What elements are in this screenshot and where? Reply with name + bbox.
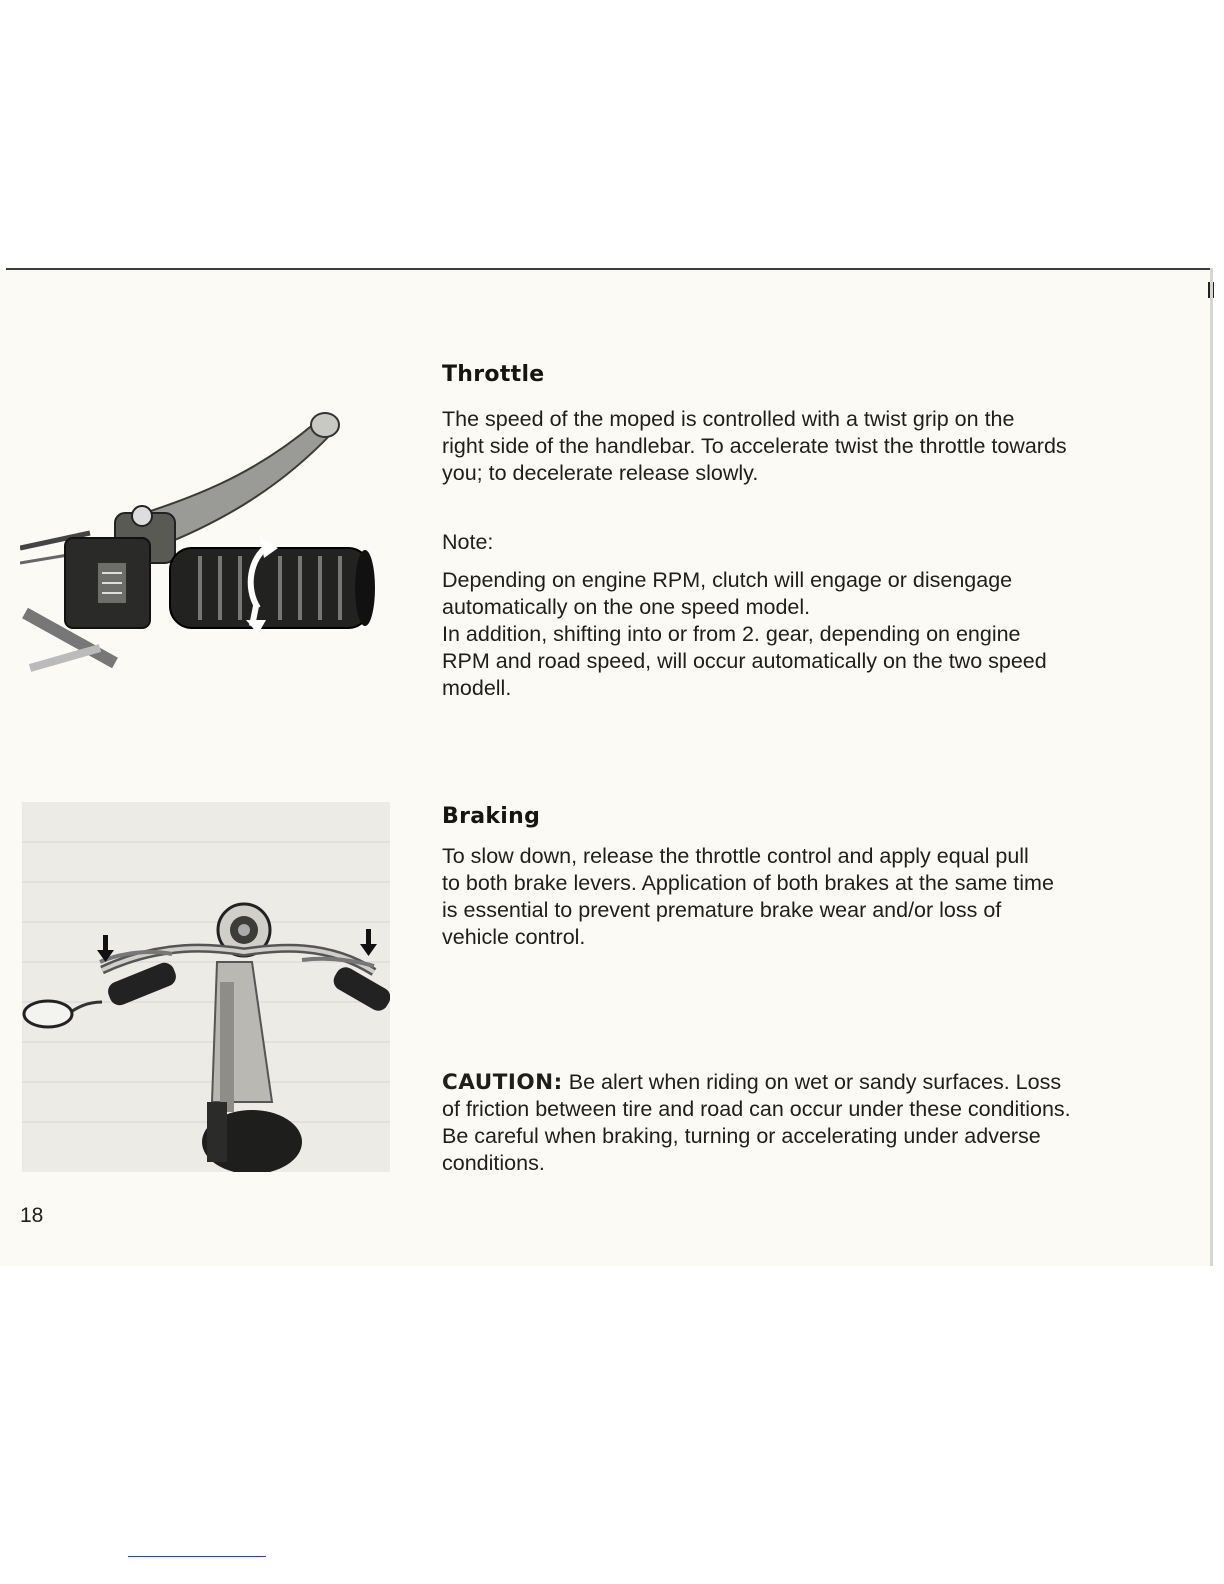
handlebar-brake-levers-photo xyxy=(22,802,390,1172)
top-rule xyxy=(6,268,1212,270)
text-line: In addition, shifting into or from 2. gear, depending on engine xyxy=(442,622,1021,646)
note-label: Note: xyxy=(442,530,494,554)
page-number: 18 xyxy=(20,1204,44,1227)
text-line: automatically on the one speed model. xyxy=(442,595,811,619)
braking-heading: Braking xyxy=(442,804,541,829)
text-line: modell. xyxy=(442,676,512,700)
text-line: vehicle control. xyxy=(442,925,586,949)
braking-paragraph xyxy=(442,843,1132,951)
divider xyxy=(128,1556,266,1557)
text-line xyxy=(442,1069,1132,1096)
caution-first-line: Be alert when riding on wet or sandy surfaces. Loss xyxy=(562,1070,1062,1094)
text-line: conditions. xyxy=(442,1151,545,1175)
text-line: RPM and road speed, will occur automatically on the two speed xyxy=(442,649,1047,673)
throttle-paragraph xyxy=(442,406,1132,487)
note-paragraph xyxy=(442,567,1132,702)
page-edge xyxy=(1210,268,1213,1266)
text-line: The speed of the moped is controlled with a twist grip on the xyxy=(442,407,1015,431)
throttle-heading: Throttle xyxy=(442,362,545,387)
text-line: Be careful when braking, turning or accelerating under adverse xyxy=(442,1124,1041,1148)
text-line: is essential to prevent premature brake wear and/or loss of xyxy=(442,898,1002,922)
caution-paragraph xyxy=(442,1069,1132,1177)
text-line: of friction between tire and road can occur under these conditions. xyxy=(442,1097,1071,1121)
text-line: you; to decelerate release slowly. xyxy=(442,461,759,485)
text-line: to both brake levers. Application of both brakes at the same time xyxy=(442,871,1054,895)
text-line: To slow down, release the throttle control and apply equal pull xyxy=(442,844,1029,868)
caution-label: CAUTION: xyxy=(442,1070,563,1095)
text-line: right side of the handlebar. To accelerate twist the throttle towards xyxy=(442,434,1067,458)
throttle-grip-photo xyxy=(20,398,380,688)
text-line: Depending on engine RPM, clutch will engage or disengage xyxy=(442,568,1013,592)
